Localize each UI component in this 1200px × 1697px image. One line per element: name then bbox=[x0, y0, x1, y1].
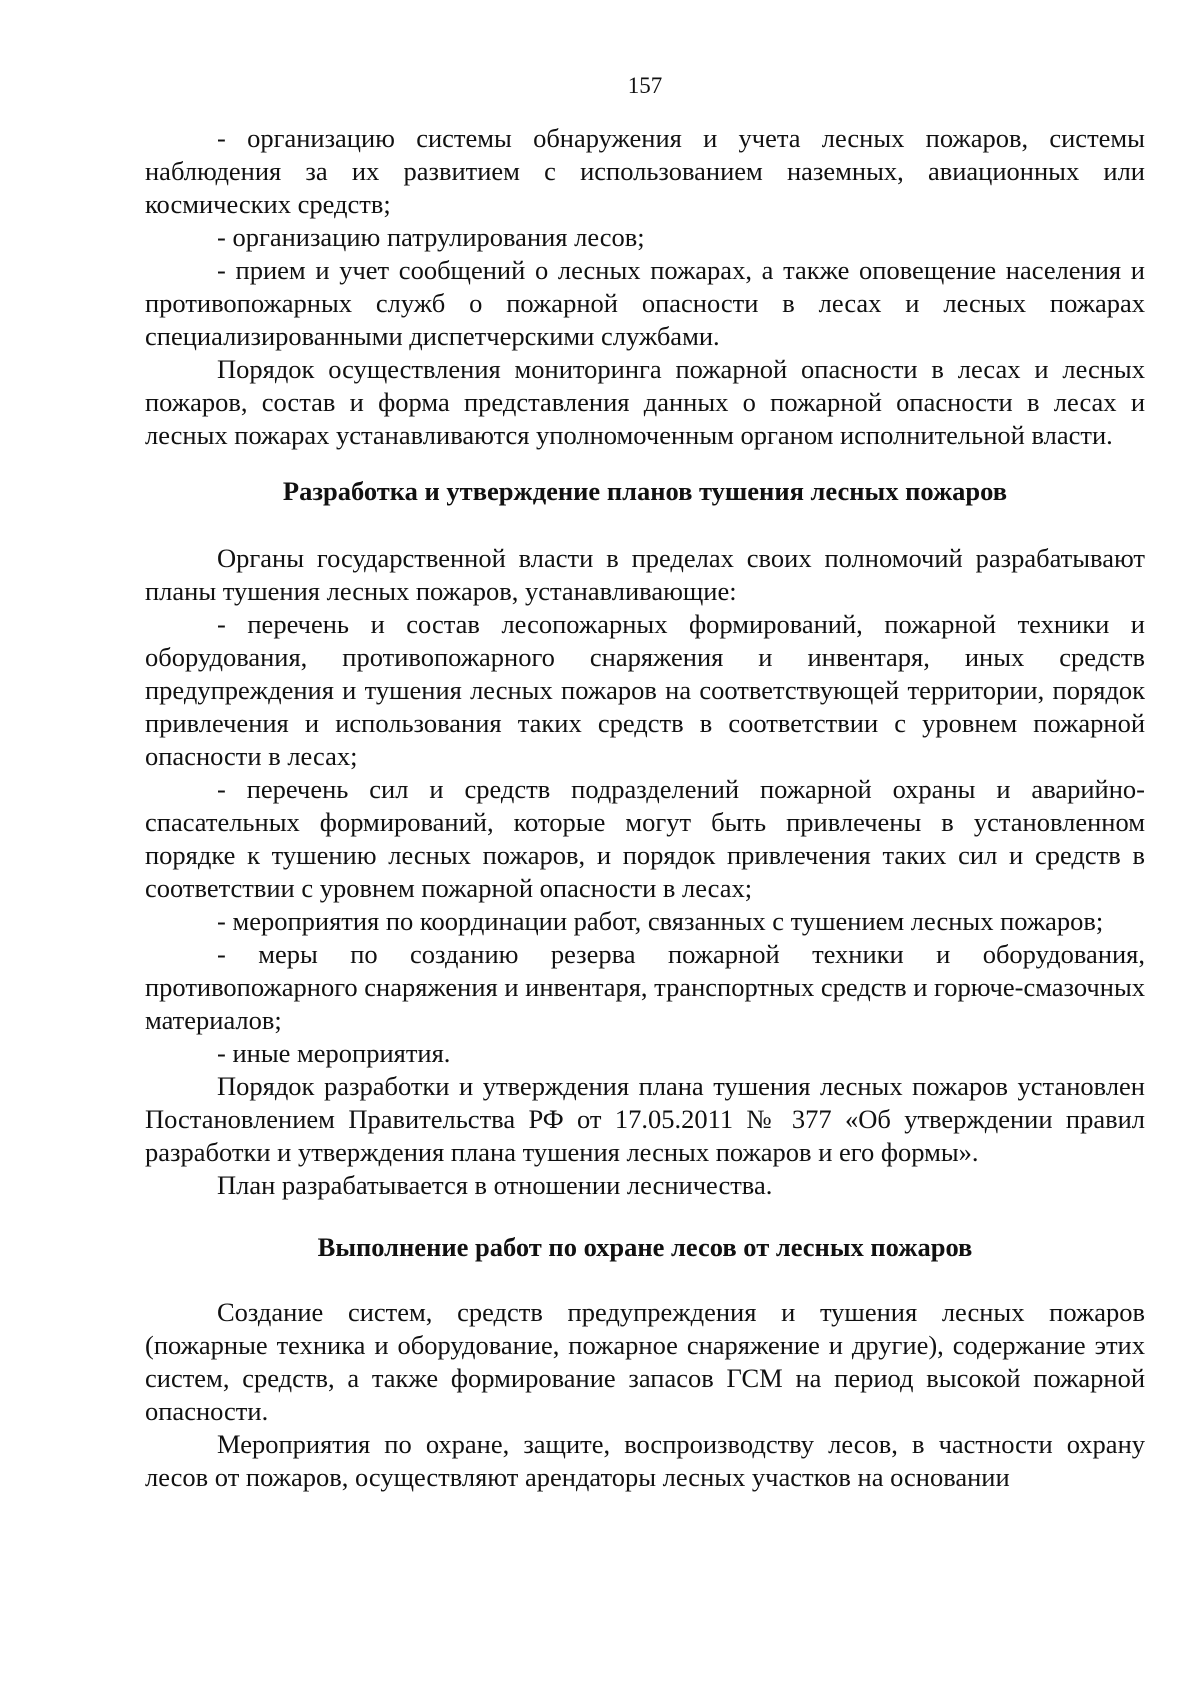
paragraph: - мероприятия по координации работ, связанных с тушением лесных пожаров; bbox=[217, 906, 1104, 936]
paragraph: Органы государственной власти в пределах своих полномочий разрабатывают планы тушения лесных пожаров, устанавливающие: bbox=[145, 543, 1145, 606]
paragraph: - перечень сил и средств подразделений пожарной охраны и аварийно-спасательных формирований, которые могут быть привлечены в установленном порядке к тушению лесных пожаров, и порядок привлечения таких сил и средств в соответствии с уровнем пожарной опасности в лесах; bbox=[145, 774, 1145, 903]
paragraph: Мероприятия по охране, защите, воспроизводству лесов, в частности охрану лесов от пожаров, осуществляют арендаторы лесных участков на основании bbox=[145, 1429, 1145, 1492]
section-plans bbox=[145, 542, 1145, 1202]
section-heading-works: Выполнение работ по охране лесов от лесных пожаров bbox=[317, 1232, 973, 1262]
document-page bbox=[145, 70, 1145, 1494]
paragraph: План разрабатывается в отношении лесничества. bbox=[217, 1170, 773, 1200]
section-heading-plans: Разработка и утверждение планов тушения лесных пожаров bbox=[282, 476, 1008, 506]
paragraph: Создание систем, средств предупреждения и тушения лесных пожаров (пожарные техника и оборудование, пожарное снаряжение и другие), содержание этих систем, средств, а также формирование запасов ГСМ на период высокой пожарной опасности. bbox=[145, 1297, 1145, 1426]
page-number: 157 bbox=[627, 73, 663, 98]
paragraph: - меры по созданию резерва пожарной техники и оборудования, противопожарного снаряжения и инвентаря, транспортных средств и горюче-смазочных материалов; bbox=[145, 939, 1145, 1035]
section-monitoring-list bbox=[145, 122, 1145, 452]
paragraph: - перечень и состав лесопожарных формирований, пожарной техники и оборудования, противопожарного снаряжения и инвентаря, иных средств предупреждения и тушения лесных пожаров на соответствующей территории, порядок привлечения и использования таких средств в соответствии с уровнем пожарной опасности в лесах; bbox=[145, 609, 1145, 771]
paragraph: - организацию патрулирования лесов; bbox=[217, 222, 645, 252]
paragraph: Порядок разработки и утверждения плана тушения лесных пожаров установлен Постановлением Правительства РФ от 17.05.2011 № 377 «Об утверждении правил разработки и утверждения плана тушения лесных пожаров и его формы». bbox=[145, 1071, 1145, 1167]
paragraph: - прием и учет сообщений о лесных пожарах, а также оповещение населения и противопожарных служб о пожарной опасности в лесах и лесных пожарах специализированными диспетчерскими службами. bbox=[145, 255, 1145, 351]
paragraph: - иные мероприятия. bbox=[217, 1038, 451, 1068]
paragraph: - организацию системы обнаружения и учета лесных пожаров, системы наблюдения за их развитием с использованием наземных, авиационных или космических средств; bbox=[145, 123, 1145, 219]
paragraph: Порядок осуществления мониторинга пожарной опасности в лесах и лесных пожаров, состав и форма представления данных о пожарной опасности в лесах и лесных пожарах устанавливаются уполномоченным органом исполнительной власти. bbox=[145, 354, 1145, 450]
section-works bbox=[145, 1296, 1145, 1494]
